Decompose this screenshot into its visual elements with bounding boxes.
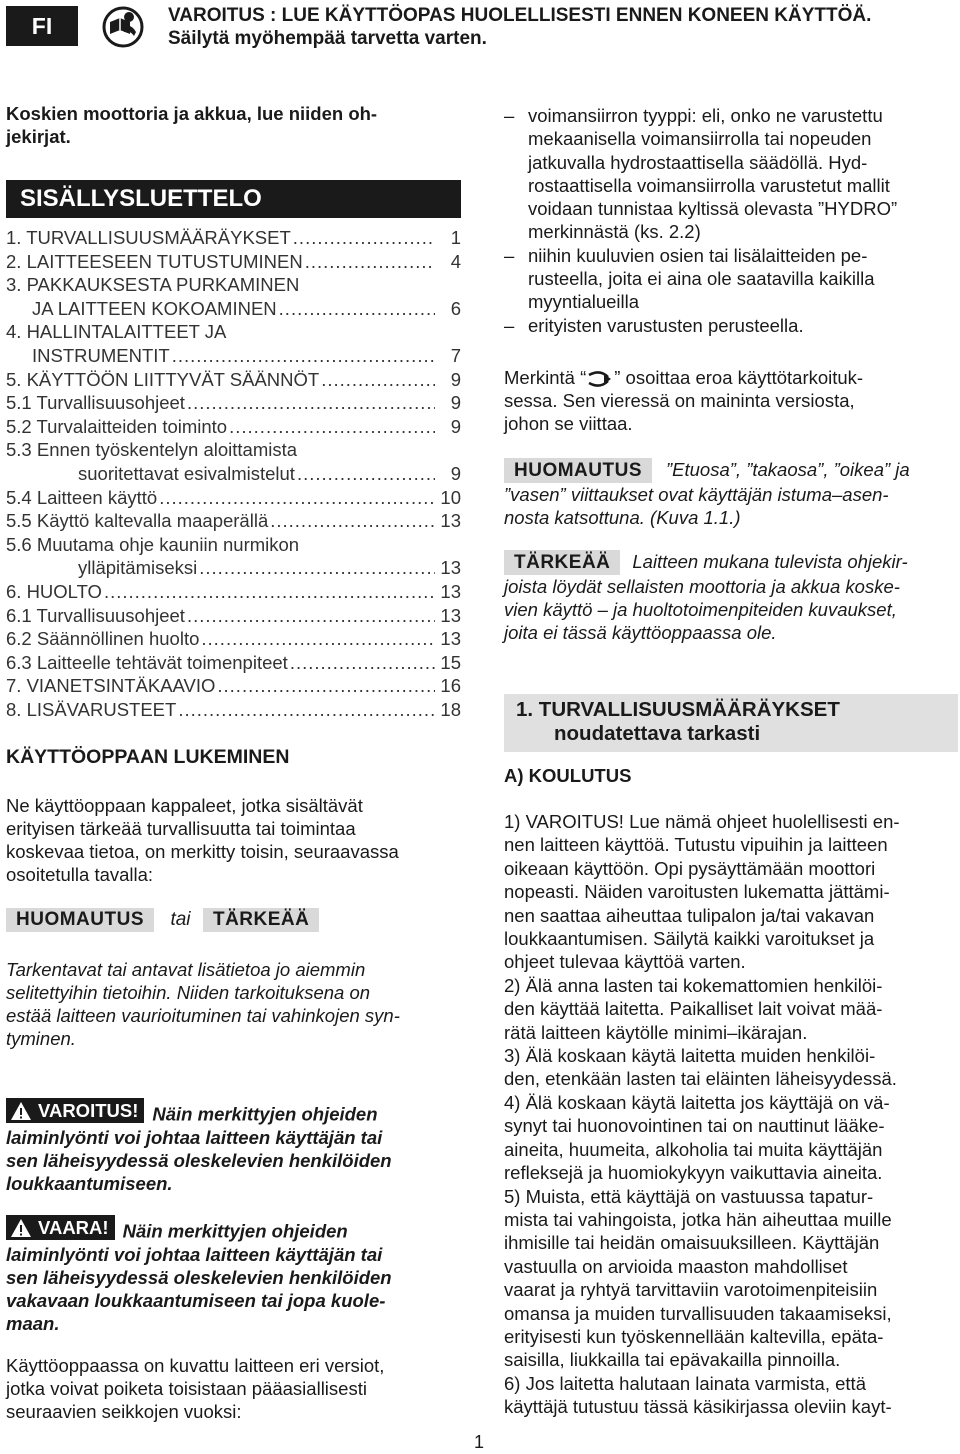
text-line: loukkaantumiseen. [6, 1172, 173, 1194]
toc-entry-page: 13 [440, 628, 461, 650]
text-line: refleksejä ja huomiokykyyn vaikuttavia aineita. [504, 1162, 883, 1184]
text-line: 5) Muista, että käyttäjä on vastuussa tapatur- [504, 1185, 874, 1207]
text-line: joista löydät sellaisten moottoria ja akkua koske- [504, 576, 900, 597]
text-line: mekaanisella voimansiirrolla tai nopeuden [528, 128, 872, 150]
toc-entry-page: 13 [440, 557, 461, 579]
toc-entry-title: ylläpitämiseksi [78, 557, 198, 579]
toc-entry-page: 18 [440, 698, 461, 720]
note-tag: HUOMAUTUS [6, 908, 154, 932]
toc-entry [6, 486, 461, 510]
or-word: tai [170, 909, 191, 930]
toc-entry-title: 7. VIANETSINTÄKAAVIO [6, 675, 216, 697]
toc-leader-dots [159, 486, 435, 510]
text-line: erityisten varustusten perusteella. [528, 314, 804, 336]
text-line: synyt tai huonovointinen tai on nauttinut lääke- [504, 1115, 885, 1137]
text-line: selitettyihin tietoihin. Niiden tarkoituksena on [6, 982, 371, 1003]
text-line: aineita, huumeita, alkoholia tai muita käyttäjän [504, 1138, 883, 1160]
warning-tag [6, 1098, 144, 1123]
toc-entry [6, 533, 461, 557]
list-item [504, 244, 959, 314]
text-line: tyminen. [6, 1028, 76, 1049]
toc-leader-dots [297, 462, 435, 486]
toc-entry-page: 13 [440, 604, 461, 626]
section-heading [504, 694, 958, 752]
note-paragraph [6, 958, 461, 1050]
bullet-dash [504, 290, 528, 313]
toc-entry [6, 415, 461, 439]
text-line: rostaattisella voimansiirrolla varustetut mallit [528, 174, 890, 196]
text-line: vien käyttö – ja huoltotoimenpiteiden kuvaukset, [504, 599, 897, 620]
warning-label: VAROITUS! [38, 1100, 139, 1121]
text-line: den, etenkään lasten tai eläinten läheisyydessä. [504, 1068, 897, 1090]
toc-entry-title: 3. PAKKAUKSESTA PURKAMINEN [6, 274, 300, 296]
bullet-dash: – [504, 105, 515, 126]
toc-entry-page: 13 [440, 580, 461, 602]
danger-label: VAARA! [38, 1217, 109, 1238]
toc-entry [6, 627, 461, 651]
note-block [504, 458, 959, 529]
toc-leader-dots [187, 604, 435, 628]
text-line: ihmisille tai heidän omaisuuksilleen. Käyttäjän [504, 1232, 880, 1254]
text-line: sessa. Sen vieressä on maininta versiosta, [504, 390, 855, 411]
toc-entry-title: 6. HUOLTO [6, 580, 102, 602]
toc-entry-page: 9 [450, 368, 461, 390]
text-line: maan. [6, 1312, 60, 1334]
text-line: vastuulla on arvioida maaston mahdolliset [504, 1255, 848, 1277]
toc-leader-dots [217, 674, 435, 698]
toc-entry-title: 5.1 Turvallisuusohjeet [6, 392, 185, 414]
text-line: omansa ja muiden turvallisuuden takaamiseksi, [504, 1302, 892, 1324]
text-line: 2) Älä anna lasten tai kokemattomien henkilöi- [504, 974, 883, 996]
toc-entry-page: 9 [450, 415, 461, 437]
text-line: ”vasen” viittaukset ovat käyttäjän istuma–asen- [504, 484, 889, 505]
note-tag: HUOMAUTUS [504, 458, 652, 483]
toc-entry [6, 438, 461, 462]
toc-entry-title: 1. TURVALLISUUSMÄÄRÄYKSET [6, 227, 291, 248]
text-line: käyttäjä tutustuu tässä käsikirjassa oleviin kayt- [504, 1396, 892, 1418]
text-line: nosta katsottuna. (Kuva 1.1.) [504, 507, 741, 528]
toc-entry-title: 5.2 Turvalaitteiden toiminto [6, 415, 228, 437]
text-line: Käyttöoppaassa on kuvattu laitteen eri versiot, [6, 1355, 385, 1376]
toc-entry [6, 226, 461, 250]
text-line: jotka voivat poiketa toisistaan pääasiallisesti [6, 1378, 367, 1399]
toc-leader-dots [279, 297, 435, 321]
text-line: 6) Jos laitetta halutaan lainata varmista, että [504, 1372, 866, 1394]
toc-entry-title: 6.2 Säännöllinen huolto [6, 628, 200, 650]
section-subtitle: noudatettava tarkasti [554, 722, 761, 745]
text-line: myyntialueilla [528, 291, 640, 313]
text-line: vaarat ja ryhtyä tarvittaviin varotoimenpiteisiin [504, 1279, 878, 1301]
text-line: Tarkentavat tai antavat lisätietoa jo aiemmin [6, 959, 366, 980]
toc-entry [6, 391, 461, 415]
toc-entry-page: 10 [440, 486, 461, 508]
toc-entry-title: 4. HALLINTALAITTEET JA [6, 321, 227, 343]
toc-entry-page: 9 [450, 392, 461, 414]
text-line: 3) Älä koskaan käytä laitetta muiden henkilöi- [504, 1045, 876, 1067]
toc-leader-dots [290, 651, 435, 675]
text-line: johon se viittaa. [504, 413, 633, 434]
header-warning-line1: VAROITUS : LUE KÄYTTÖOPAS HUOLELLISESTI ENNEN KONEEN KÄYTTÖÄ. [168, 5, 872, 26]
text-line: 4) Älä koskaan käytä laitetta jos käyttäjä on vä- [504, 1091, 890, 1113]
danger-block [6, 1215, 461, 1335]
text-line: erityisen tärkeää turvallisuutta tai toimintaa [6, 818, 356, 839]
list-item [504, 104, 959, 244]
text-line: niihin kuuluvien osien tai lisälaitteiden pe- [528, 244, 868, 266]
toc-leader-dots [321, 368, 435, 392]
toc-entry-title: 5.6 Muutama ohje kauniin nurmikon [6, 533, 300, 555]
subsection-title: A) KOULUTUS [504, 765, 632, 786]
text-line: nen saattaa aiheuttaa tulipalon ja/tai vakavan [504, 904, 875, 926]
warning-block [6, 1098, 461, 1195]
toc-entry-page: 4 [450, 250, 461, 272]
text-line: mista tai vahingoista, jotka hän aiheuttaa muille [504, 1208, 892, 1230]
text-line: den käyttää laitetta. Paikalliset lait voivat mää- [504, 998, 883, 1020]
toc-entry [6, 651, 461, 675]
toc-entry-title: 5.3 Ennen työskentelyn aloittamista [6, 439, 298, 461]
tag-legend [6, 908, 461, 932]
toc-entry-title: 5.4 Laitteen käyttö [6, 486, 158, 508]
text-line: voidaan tunnistaa kyltissä olevasta ”HYDRO” [528, 198, 898, 220]
bullet-dash [504, 220, 528, 243]
read-manual-icon [100, 6, 146, 48]
toc-entry [6, 297, 461, 321]
toc-leader-dots [187, 391, 435, 415]
toc-leader-dots [305, 250, 435, 274]
toc-entry-page: 16 [440, 675, 461, 697]
versions-paragraph [6, 1354, 461, 1423]
toc-entry-page: 6 [450, 297, 461, 319]
text-line: ” osoittaa eroa käyttötarkoituk- [614, 367, 864, 388]
toc-leader-dots [270, 509, 435, 533]
important-block [504, 550, 959, 644]
text-line: joita ei tässä käyttöoppaassa ole. [504, 622, 777, 643]
toc-entry [6, 604, 461, 628]
text-line: Merkintä “ [504, 367, 587, 388]
toc-entry [6, 320, 461, 344]
toc-leader-dots [199, 556, 435, 580]
intro-line: jekirjat. [6, 126, 71, 147]
toc-entry-page: 1 [450, 227, 461, 248]
toc-leader-dots [229, 415, 435, 439]
bullet-dash: – [504, 244, 515, 266]
text-line: Näin merkittyjen ohjeiden [152, 1103, 378, 1125]
toc-entry-page: 15 [440, 651, 461, 673]
toc-entry-page: 7 [450, 344, 461, 366]
bullet-dash [504, 174, 528, 197]
bullet-dash [504, 267, 528, 290]
bullet-dash [504, 151, 528, 174]
text-line: merkinnästä (ks. 2.2) [528, 221, 701, 243]
safety-rules [504, 810, 959, 1419]
header-warning [168, 4, 871, 50]
reading-paragraph [6, 794, 461, 886]
bullet-dash [504, 127, 528, 150]
toc-leader-dots [201, 627, 435, 651]
text-line: osoitetulla tavalla: [6, 864, 154, 885]
toc-entry-title: 2. LAITTEESEEN TUTUSTUMINEN [6, 250, 303, 272]
toc-entry [6, 556, 461, 580]
text-line: nopeasti. Näiden varoitusten lukematta jättämi- [504, 881, 890, 903]
toc-leader-dots [293, 226, 435, 250]
text-line: voimansiirron tyyppi: eli, onko ne varustettu [528, 105, 883, 126]
toc-leader-dots [104, 580, 435, 604]
section-title: 1. TURVALLISUUSMÄÄRÄYKSET [516, 698, 840, 721]
toc-entry-title: 8. LISÄVARUSTEET [6, 698, 177, 720]
versions-list [504, 104, 959, 337]
text-line: laiminlyönti voi johtaa laitteen käyttäjän tai [6, 1243, 383, 1265]
text-line: laiminlyönti voi johtaa laitteen käyttäjän tai [6, 1126, 383, 1148]
text-line: estää laitteen vaurioituminen tai vahinkojen syn- [6, 1005, 400, 1026]
text-line: sen läheisyydessä oleskelevien henkilöiden [6, 1266, 392, 1288]
toc-leader-dots [178, 698, 435, 722]
toc-title: SISÄLLYSLUETTELO [6, 180, 461, 218]
text-line: jatkuvalla hydrostaattisella säädöllä. Hyd- [528, 151, 868, 173]
toc-entry [6, 273, 461, 297]
hydro-symbol-icon [586, 371, 614, 387]
toc-entry-title: 6.1 Turvallisuusohjeet [6, 604, 185, 626]
warning-triangle-icon [10, 1218, 32, 1238]
text-line: sen läheisyydessä oleskelevien henkilöiden [6, 1149, 392, 1171]
marking-paragraph [504, 366, 959, 435]
toc-entry-page: 9 [450, 462, 461, 484]
page-number: 1 [474, 1432, 485, 1452]
intro-line: Koskien moottoria ja akkua, lue niiden oh- [6, 103, 378, 124]
toc-entry-title: JA LAITTEEN KOKOAMINEN [32, 297, 277, 319]
toc-entry [6, 462, 461, 486]
bullet-dash: – [504, 314, 515, 336]
toc-entry [6, 509, 461, 533]
toc-entry [6, 580, 461, 604]
toc-entry [6, 368, 461, 392]
reading-title: KÄYTTÖOPPAAN LUKEMINEN [6, 746, 290, 768]
text-line: erityisesti kun työskennellään kaltevilla, epätа- [504, 1325, 884, 1347]
toc-entry [6, 674, 461, 698]
toc-leader-dots [172, 344, 435, 368]
text-line: ”Etuosa”, ”takaosa”, ”oikea” ja [666, 459, 910, 480]
table-of-contents [6, 226, 461, 721]
text-line: oikeaan käyttöön. Opi pysäyttämään moottori [504, 857, 876, 879]
text-line: loukkaantumisen. Säilytä kaikki varoitukset ja [504, 928, 875, 950]
text-line: koskevaa tietoa, on merkitty toisin, seuraavassa [6, 841, 399, 862]
text-line: Laitteen mukana tulevista ohjekir- [632, 551, 908, 572]
text-line: Näin merkittyjen ohjeiden [122, 1220, 348, 1242]
toc-entry-title: INSTRUMENTIT [32, 344, 170, 366]
toc-entry-title: 6.3 Laitteelle tehtävät toimenpiteet [6, 651, 288, 673]
toc-entry-page: 13 [440, 510, 461, 532]
text-line: Ne käyttöoppaan kappaleet, jotka sisältävät [6, 795, 363, 816]
header-warning-line2: Säilytä myöhempää tarvetta varten. [168, 28, 487, 49]
toc-entry [6, 698, 461, 722]
intro [6, 102, 461, 148]
text-line: rusteella, joita ei aina ole saatavilla kaikilla [528, 268, 875, 290]
danger-tag [6, 1215, 115, 1240]
toc-entry [6, 250, 461, 274]
warning-triangle-icon [10, 1101, 32, 1121]
text-line: ohjeet tulevaa käyttöä varten. [504, 951, 746, 973]
important-tag: TÄRKEÄÄ [203, 908, 319, 932]
list-item [504, 314, 959, 337]
language-badge: FI [6, 6, 78, 46]
toc-entry [6, 344, 461, 368]
important-tag: TÄRKEÄÄ [504, 550, 620, 575]
toc-entry-title: 5. KÄYTTÖÖN LIITTYVÄT SÄÄNNÖT [6, 368, 320, 390]
text-line: seuraavien seikkojen vuoksi: [6, 1401, 242, 1422]
text-line: rätä laitteen käytölle minimi–ikärajan. [504, 1021, 808, 1043]
text-line: vakavaan loukkaantumiseen tai jopa kuole- [6, 1289, 386, 1311]
text-line: 1) VAROITUS! Lue nämä ohjeet huolellisesti en- [504, 811, 900, 832]
text-line: nen laitteen käyttöä. Tutustu vipuihin ja laitteen [504, 834, 888, 856]
toc-entry-title: suoritettavat esivalmistelut [78, 462, 295, 484]
text-line: saisilla, liukkailla tai epävakailla pinnoilla. [504, 1349, 841, 1371]
bullet-dash [504, 197, 528, 220]
toc-entry-title: 5.5 Käyttö kaltevalla maaperällä [6, 510, 269, 532]
